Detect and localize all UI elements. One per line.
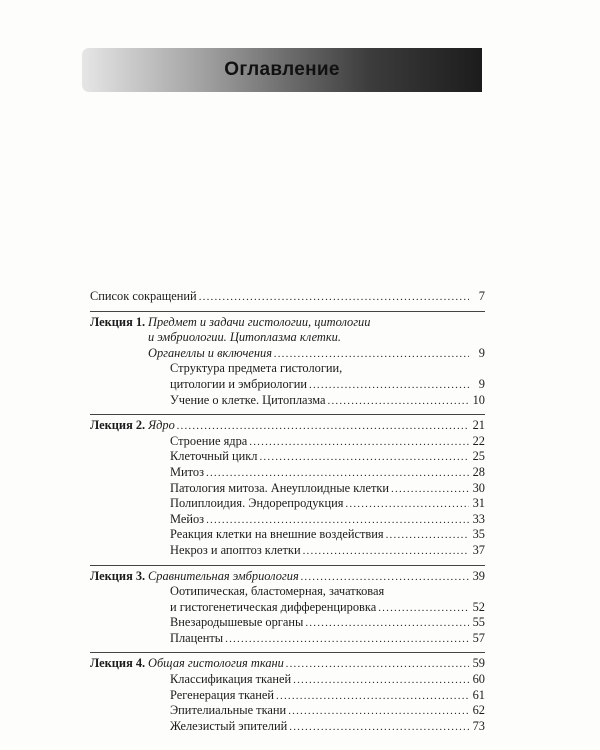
toc-page-number: 57 [472,630,485,645]
dot-leader [378,601,469,616]
toc-page-number: 28 [472,464,485,479]
dot-leader [225,632,469,647]
toc-section-row[interactable] [90,688,485,704]
toc-page-number: 25 [472,449,485,464]
toc-page-number: 33 [472,511,485,526]
lecture-title: Ядро [148,418,175,433]
toc-section-row[interactable] [90,631,485,647]
dot-leader [288,704,469,719]
lecture-title: Органеллы и включения [148,345,273,360]
section-title: Регенерация тканей [170,687,275,702]
lecture-title-row[interactable] [90,330,485,346]
lecture-label: Лекция 4. [90,656,146,671]
dot-leader [259,450,469,465]
table-of-contents [90,289,485,734]
section-title: Внезародышевые органы [170,615,304,630]
section-title: Патология митоза. Анеуплоидные клетки [170,480,390,495]
dot-leader [206,466,469,481]
toc-section-row[interactable] [90,543,485,559]
dot-leader [286,657,469,672]
toc-section-row[interactable] [90,449,485,465]
dot-leader [274,347,469,362]
section-title: Оотипическая, бластомерная, зачатковая [170,584,385,599]
toc-page-number: 10 [472,392,485,407]
section-title: Митоз [170,464,204,479]
toc-section-row[interactable] [90,512,485,528]
lecture-title-row[interactable] [90,656,485,672]
toc-page-number: 73 [472,718,485,733]
dot-leader [303,544,469,559]
lecture-title-row[interactable] [90,315,485,331]
section-title: Строение ядра [170,433,248,448]
toc-page-number: 59 [472,656,485,671]
lecture-title: Сравнительная эмбриология [148,568,299,583]
lecture-title: Общая гистология ткани [148,656,284,671]
dot-leader [293,673,469,688]
section-title: Структура предмета гистологии, [170,361,343,376]
dot-leader [206,513,469,528]
dot-leader [328,394,470,409]
dot-leader [305,616,469,631]
toc-page-number: 37 [472,542,485,557]
toc-section-row[interactable] [90,481,485,497]
toc-entry-title: Список сокращений [90,289,197,303]
dot-leader [386,528,469,543]
section-divider [90,414,485,415]
lecture-title-row[interactable] [90,569,485,585]
toc-page-number: 61 [472,687,485,702]
toc-section-row[interactable] [90,465,485,481]
toc-section-row[interactable] [90,496,485,512]
dot-leader [276,689,469,704]
toc-section-row[interactable] [90,434,485,450]
dot-leader [249,435,469,450]
section-title: Некроз и апоптоз клетки [170,542,301,557]
toc-page-number: 31 [472,496,485,511]
toc-section-row[interactable] [90,527,485,543]
header-banner [82,48,482,92]
section-title: Классификация тканей [170,672,292,687]
page-title: Оглавление [224,59,340,80]
section-divider [90,565,485,566]
dot-leader [309,378,469,393]
toc-section-row[interactable] [90,615,485,631]
dot-leader [199,290,469,305]
lecture-title-row[interactable] [90,346,485,362]
section-title: Мейоз [170,511,205,526]
toc-page-number: 30 [472,480,485,495]
dot-leader [177,419,469,434]
section-title: и гистогенетическая дифференцировка [170,599,377,614]
toc-page-number: 39 [472,568,485,583]
toc-section-row[interactable] [90,377,485,393]
toc-page-number: 62 [472,703,485,718]
lecture-title: и эмбриологии. Цитоплазма клетки. [148,330,341,345]
dot-leader [301,570,469,585]
section-title: Реакция клетки на внешние воздействия [170,527,384,542]
dot-leader [289,720,469,735]
toc-page-number: 35 [472,527,485,542]
toc-page-number: 9 [478,345,485,360]
section-divider [90,652,485,653]
section-divider [90,311,485,312]
toc-section-row[interactable] [90,600,485,616]
section-title: Эпителиальные ткани [170,703,287,718]
toc-page-number: 60 [472,672,485,687]
section-title: Клеточный цикл [170,449,258,464]
section-title: Учение о клетке. Цитоплазма [170,392,326,407]
dot-leader [391,482,469,497]
section-title: цитологии и эмбриологии [170,376,308,391]
section-title: Полиплоидия. Эндорепродукция [170,496,344,511]
toc-page-number: 55 [472,615,485,630]
lecture-title-row[interactable] [90,418,485,434]
toc-section-row[interactable] [90,393,485,409]
section-title: Железистый эпителий [170,718,288,733]
toc-section-row[interactable] [90,672,485,688]
lecture-label: Лекция 3. [90,568,146,583]
toc-page-number: 21 [472,418,485,433]
toc-page-number: 9 [478,376,485,391]
lecture-label: Лекция 2. [90,418,146,433]
toc-page-number: 7 [478,289,485,303]
lecture-list [90,315,485,735]
toc-section-row[interactable] [90,361,485,377]
dot-leader [345,497,469,512]
section-title: Плаценты [170,630,224,645]
toc-entry-abbreviations[interactable] [90,289,485,305]
toc-section-row[interactable] [90,584,485,600]
lecture-title: Предмет и задачи гистологии, цитологии [148,314,371,329]
toc-section-row[interactable] [90,703,485,719]
toc-page-number: 52 [472,599,485,614]
lecture-label: Лекция 1. [90,314,146,329]
toc-page-number: 22 [472,433,485,448]
toc-section-row[interactable] [90,719,485,735]
